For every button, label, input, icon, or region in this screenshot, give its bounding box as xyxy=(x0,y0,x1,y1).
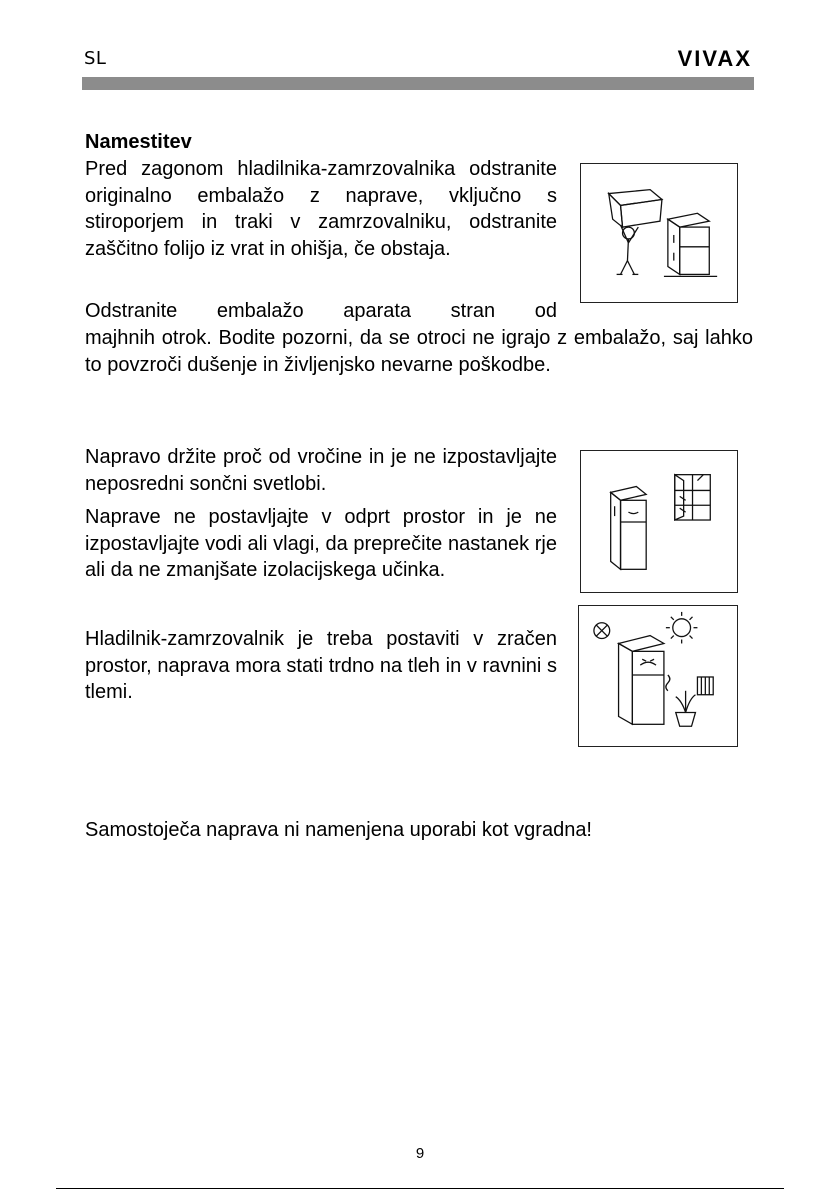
header-divider xyxy=(82,77,754,90)
figure-heat-prohibited xyxy=(578,605,738,747)
section-title: Namestitev xyxy=(85,131,192,153)
paragraph-children-warning-start: Odstranite embalažo aparata stran od xyxy=(85,300,557,322)
unpacking-illustration-icon xyxy=(581,164,737,302)
fridge-heat-sun-prohibited-illustration-icon xyxy=(579,606,737,746)
fridge-near-window-illustration-icon xyxy=(581,451,737,592)
page-number: 9 xyxy=(415,1145,425,1162)
paragraph-heat-warning: Napravo držite proč od vročine in je ne izpostavljajte neposredni sončni svetlobi. xyxy=(85,446,557,495)
paragraph-remove-packaging: Pred zagonom hladilnika-zamrzovalnika odstranite originalno embalažo z naprave, vključno s stiroporjem in traki v zamrzovalniku, odstranite zaščitno folijo iz vrat in ohišja, če obstaja. xyxy=(85,158,557,260)
figure-unpacking xyxy=(580,163,738,303)
freestanding-notice: Samostoječa naprava ni namenjena uporabi kot vgradna! xyxy=(85,819,592,841)
figure-window-sunlight xyxy=(580,450,738,593)
paragraph-children-warning-end: majhnih otrok. Bodite pozorni, da se otroci ne igrajo z embalažo, saj lahko to povzroči dušenje in življenjsko nevarne poškodbe. xyxy=(85,327,753,376)
brand-logo: VIVAX xyxy=(677,46,752,71)
paragraph-moisture-warning: Naprave ne postavljajte v odprt prostor in je ne izpostavljajte vodi ali vlagi, da preprečite nastanek rje ali da ne zmanjšate izolacijskega učinka. xyxy=(85,506,557,581)
language-code: SL xyxy=(84,48,107,69)
paragraph-placement: Hladilnik-zamrzovalnik je treba postaviti v zračen prostor, naprava mora stati trdno na tleh in v ravnini s tlemi. xyxy=(85,628,557,703)
footer-divider xyxy=(56,1188,784,1189)
